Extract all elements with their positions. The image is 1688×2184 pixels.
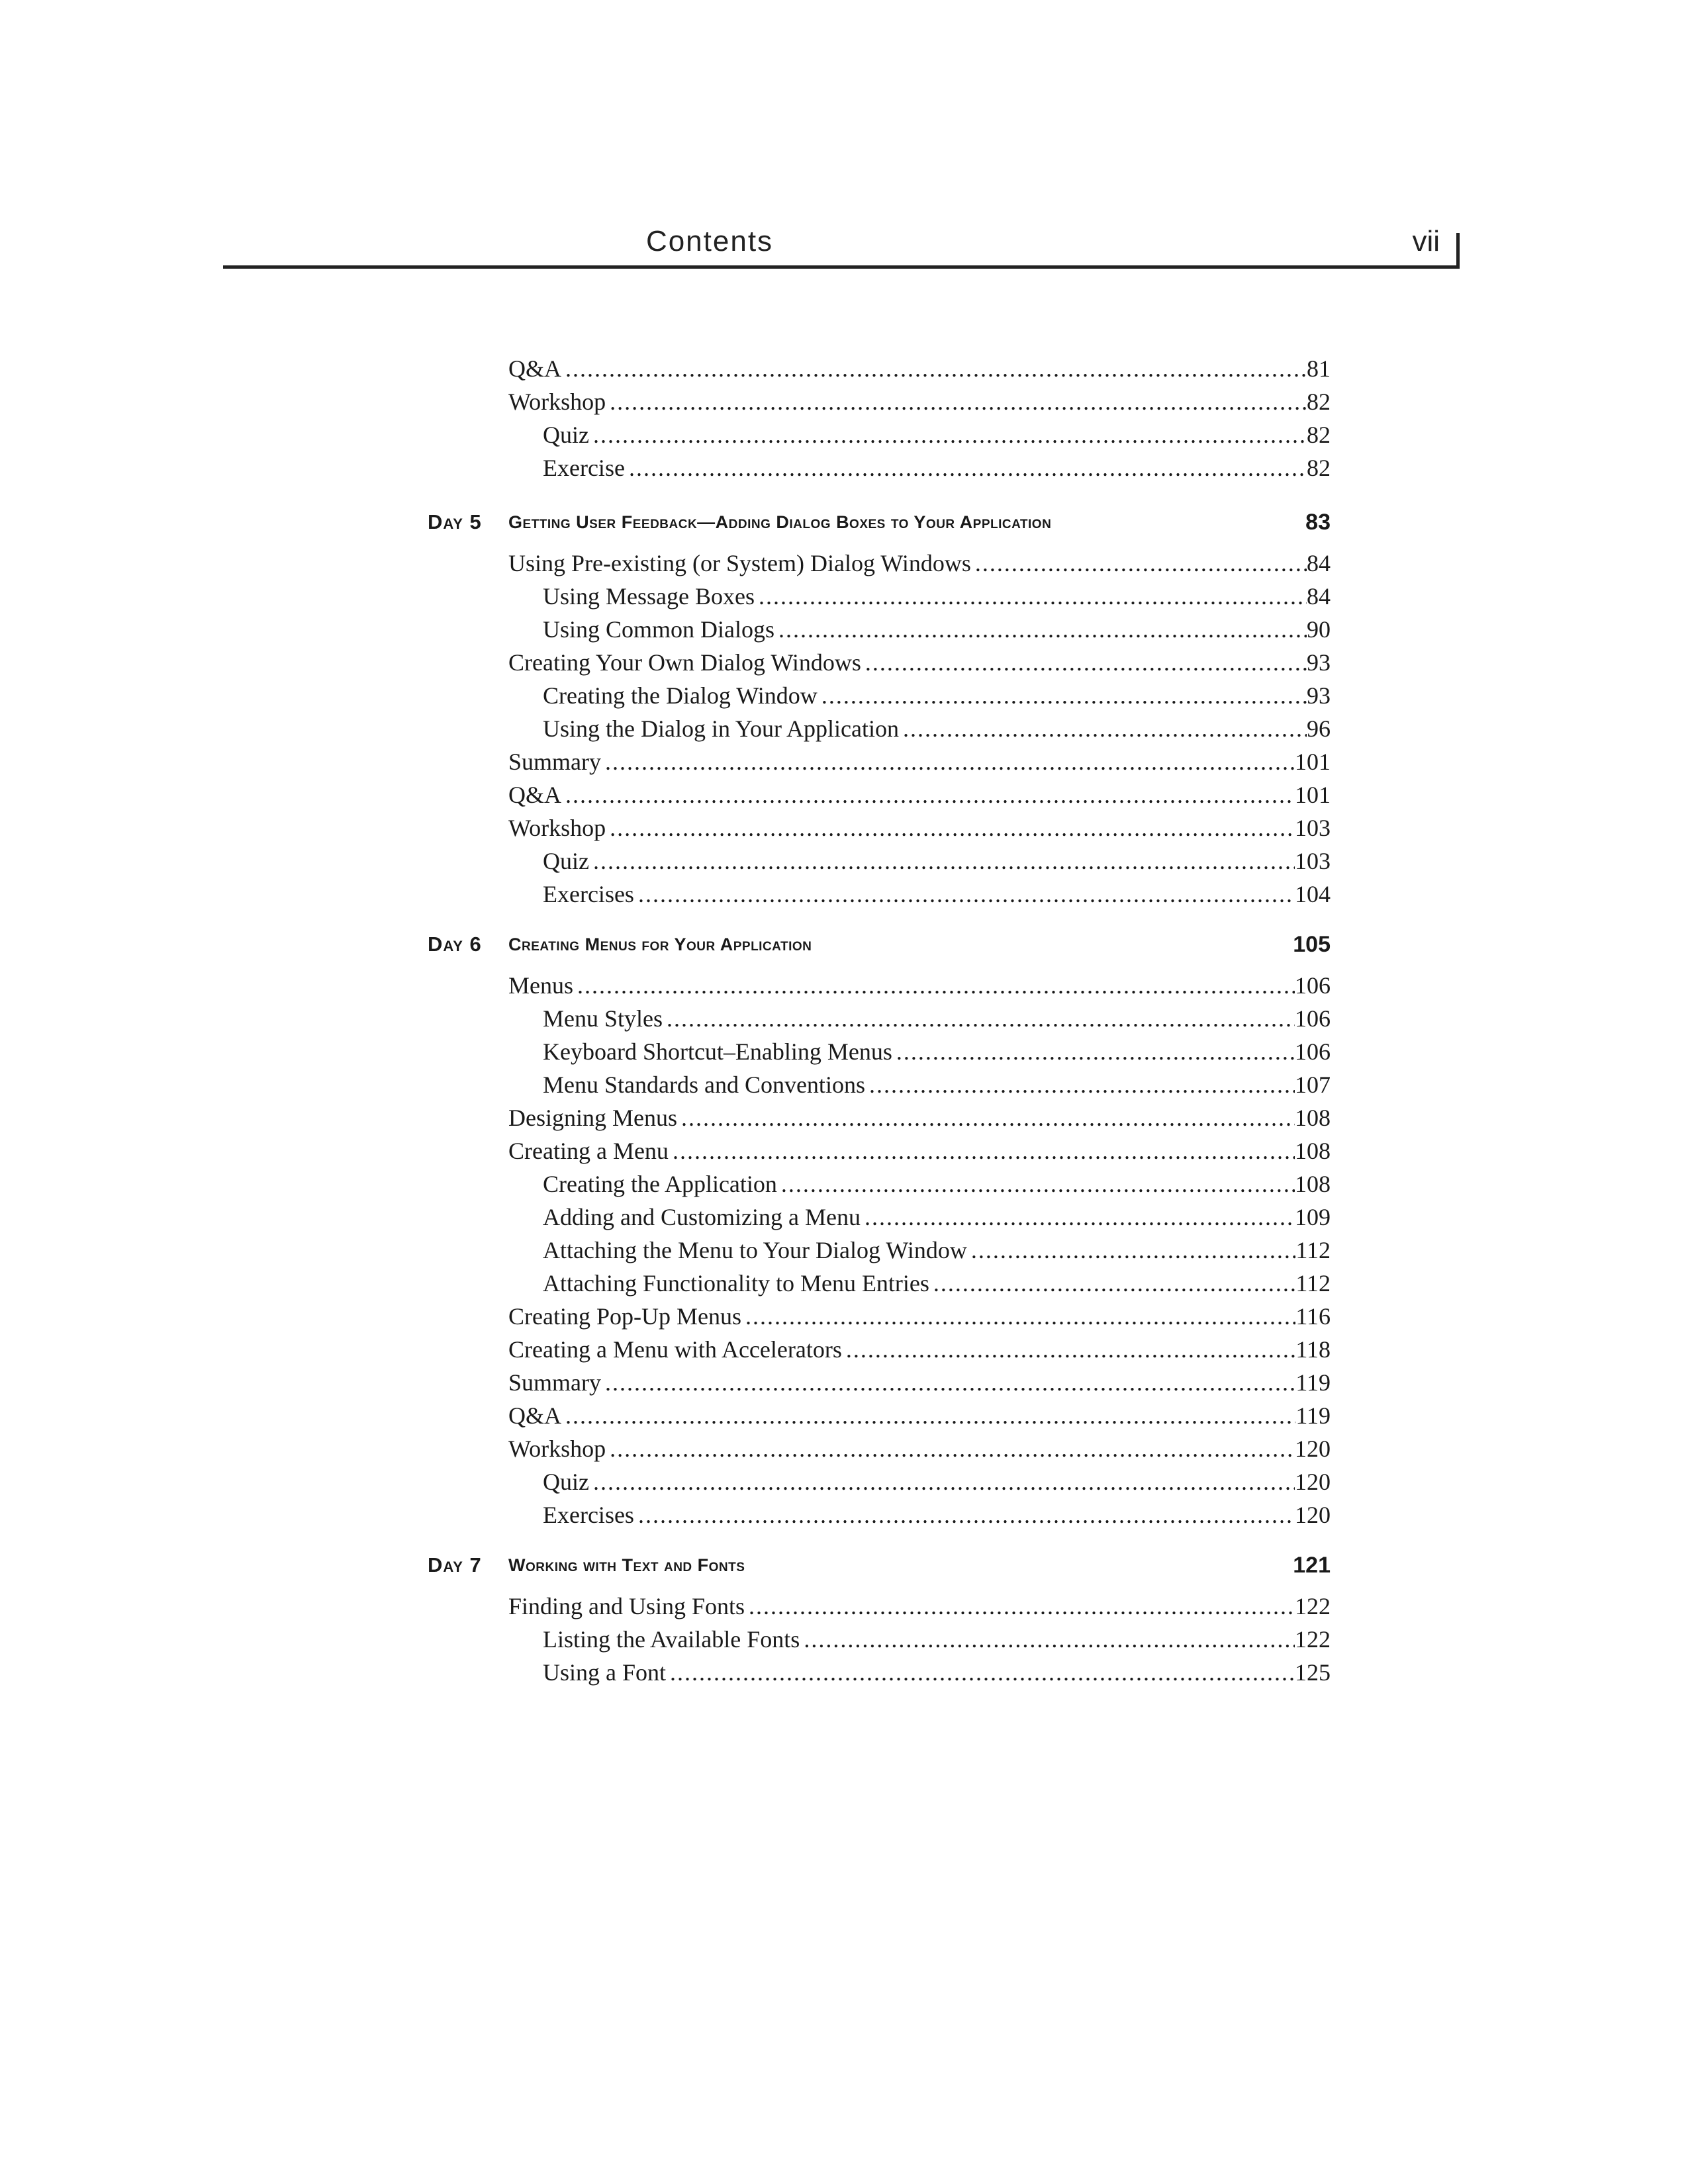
- toc-entry: Summary ..... 101: [508, 745, 1331, 778]
- toc-subentry: Exercises ..... 104: [543, 878, 1331, 911]
- chapter-page: 105: [1293, 932, 1331, 957]
- toc-entry: Finding and Using Fonts ..... 122: [508, 1590, 1331, 1623]
- toc-entry: Creating a Menu ..... 108: [508, 1134, 1331, 1167]
- toc-entry: Q&A ..... 119: [508, 1399, 1331, 1432]
- toc-subentry: Creating the Dialog Window ..... 93: [543, 679, 1331, 712]
- toc-entry: Summary ..... 119: [508, 1366, 1331, 1399]
- running-title: Contents: [645, 225, 774, 257]
- toc-entry: Creating Pop-Up Menus ..... 116: [508, 1300, 1331, 1333]
- toc-subentry: Attaching Functionality to Menu Entries ..... 112: [543, 1267, 1331, 1300]
- toc-subentry: Using Common Dialogs ..... 90: [543, 613, 1331, 646]
- toc-subentry: Creating the Application ..... 108: [543, 1167, 1331, 1201]
- toc-entry: Menus ..... 106: [508, 969, 1331, 1002]
- toc-subentry: Quiz ..... 103: [543, 844, 1331, 878]
- chapter-title: Working with Text and Fonts: [508, 1555, 745, 1575]
- toc-subentry: Using Message Boxes ..... 84: [543, 580, 1331, 613]
- chapter-heading-day-5: [428, 506, 1331, 539]
- toc-entry: Workshop ..... 103: [508, 811, 1331, 844]
- page-number: vii: [1412, 225, 1440, 257]
- chapter-title: Creating Menus for Your Application: [508, 934, 812, 954]
- chapter-title: Getting User Feedback—Adding Dialog Boxes to Your Application: [508, 512, 1052, 532]
- toc-subentry: Menu Styles ..... 106: [543, 1002, 1331, 1035]
- chapter-day-label: Day 7: [428, 1553, 482, 1576]
- chapter-page: 83: [1305, 510, 1331, 535]
- toc-entry: Using Pre-existing (or System) Dialog Windows ..... 84: [508, 547, 1331, 580]
- toc-subentry: Adding and Customizing a Menu ..... 109: [543, 1201, 1331, 1234]
- toc-entry: Workshop ..... 82: [508, 385, 1331, 418]
- toc-entry: Designing Menus ..... 108: [508, 1101, 1331, 1134]
- toc-subentry: Menu Standards and Conventions ..... 107: [543, 1068, 1331, 1101]
- toc-entry: Workshop ..... 120: [508, 1432, 1331, 1465]
- chapter-day-label: Day 5: [428, 510, 482, 533]
- toc-subentry: Using the Dialog in Your Application ..... 96: [543, 712, 1331, 745]
- toc-subentry: Listing the Available Fonts ..... 122: [543, 1623, 1331, 1656]
- toc-subentry: Exercises ..... 120: [543, 1498, 1331, 1531]
- toc-entry: Q&A ..... 81: [508, 352, 1331, 385]
- toc-subentry: Keyboard Shortcut–Enabling Menus ..... 106: [543, 1035, 1331, 1068]
- toc-subentry: Quiz ..... 120: [543, 1465, 1331, 1498]
- toc-entry: Creating a Menu with Accelerators ..... 118: [508, 1333, 1331, 1366]
- toc-entry: Creating Your Own Dialog Windows ..... 93: [508, 646, 1331, 679]
- toc-subentry: Attaching the Menu to Your Dialog Window ..... 112: [543, 1234, 1331, 1267]
- chapter-day-label: Day 6: [428, 933, 482, 956]
- chapter-heading-day-7: [428, 1549, 1331, 1582]
- toc-subentry: Exercise ..... 82: [543, 451, 1331, 484]
- toc-entry: Q&A ..... 101: [508, 778, 1331, 811]
- chapter-page: 121: [1293, 1553, 1331, 1578]
- toc-subentry: Using a Font ..... 125: [543, 1656, 1331, 1689]
- toc-subentry: Quiz ..... 82: [543, 418, 1331, 451]
- chapter-heading-day-6: [428, 928, 1331, 961]
